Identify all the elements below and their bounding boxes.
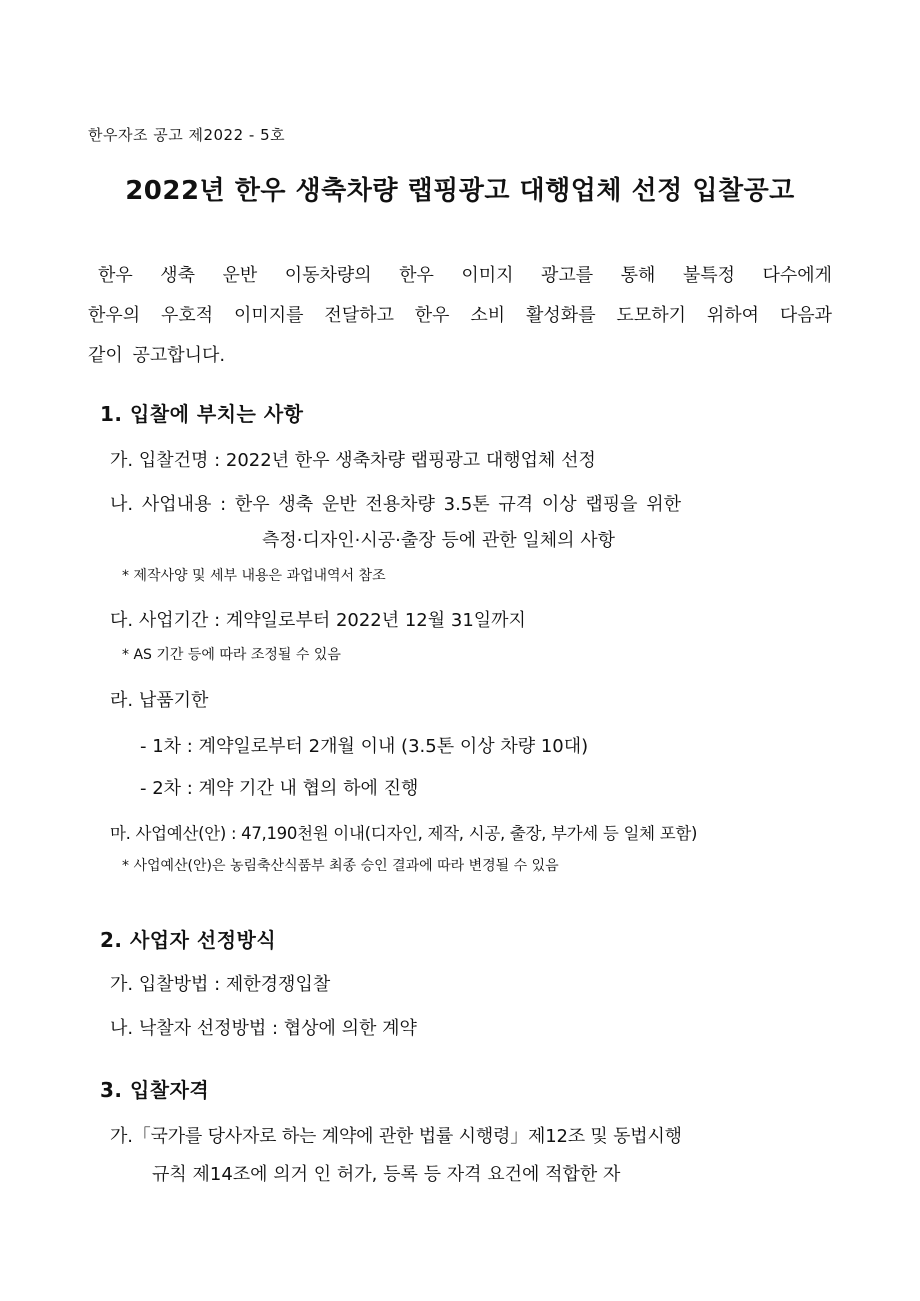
section-1-item-ra-sub-2: - 2차 : 계약 기간 내 협의 하에 진행 <box>140 778 419 799</box>
intro-line: 같이 공고합니다. <box>88 345 226 366</box>
section-1-note-da: * AS 기간 등에 따라 조정될 수 있음 <box>122 647 341 663</box>
section-3-item-ga-continued: 규칙 제14조에 의거 인 허가, 등록 등 자격 요건에 적합한 자 <box>152 1164 621 1185</box>
document-number: 한우자조 공고 제2022 - 5호 <box>88 126 286 144</box>
section-1-note-na: * 제작사양 및 세부 내용은 과업내역서 참조 <box>122 568 386 584</box>
section-1-note-ma: * 사업예산(안)은 농림축산식품부 최종 승인 결과에 따라 변경될 수 있음 <box>122 858 559 874</box>
page-title: 2022년 한우 생축차량 랩핑광고 대행업체 선정 입찰공고 <box>125 176 795 206</box>
section-2-heading: 2. 사업자 선정방식 <box>100 928 277 952</box>
section-2-item-na: 나. 낙찰자 선정방법 : 협상에 의한 계약 <box>110 1018 417 1039</box>
section-1-item-ra-sub-1: - 1차 : 계약일로부터 2개월 이내 (3.5톤 이상 차량 10대) <box>140 736 589 757</box>
section-1-heading: 1. 입찰에 부치는 사항 <box>100 402 304 426</box>
intro-line: 한우 생축 운반 이동차량의 한우 이미지 광고를 통해 불특정 다수에게 <box>98 265 832 286</box>
section-3-item-ga: 가.「국가를 당사자로 하는 계약에 관한 법률 시행령」제12조 및 동법시행 <box>110 1126 682 1147</box>
section-1-item-ra: 라. 납품기한 <box>110 690 209 711</box>
section-2-item-ga: 가. 입찰방법 : 제한경쟁입찰 <box>110 974 331 995</box>
section-1-item-na: 나. 사업내용 : 한우 생축 운반 전용차량 3.5톤 규격 이상 랩핑을 위한 <box>110 494 682 515</box>
section-1-item-ga: 가. 입찰건명 : 2022년 한우 생축차량 랩핑광고 대행업체 선정 <box>110 450 596 471</box>
section-3-heading: 3. 입찰자격 <box>100 1078 210 1102</box>
intro-line: 한우의 우호적 이미지를 전달하고 한우 소비 활성화를 도모하기 위하여 다음과 <box>88 305 832 326</box>
intro-paragraph <box>88 256 832 376</box>
section-1-item-da: 다. 사업기간 : 계약일로부터 2022년 12월 31일까지 <box>110 610 526 631</box>
section-1-item-ma: 마. 사업예산(안) : 47,190천원 이내(디자인, 제작, 시공, 출장, 부가세 등 일체 포함) <box>110 824 698 843</box>
section-1-item-na-continued: 측정·디자인·시공·출장 등에 관한 일체의 사항 <box>262 530 616 551</box>
